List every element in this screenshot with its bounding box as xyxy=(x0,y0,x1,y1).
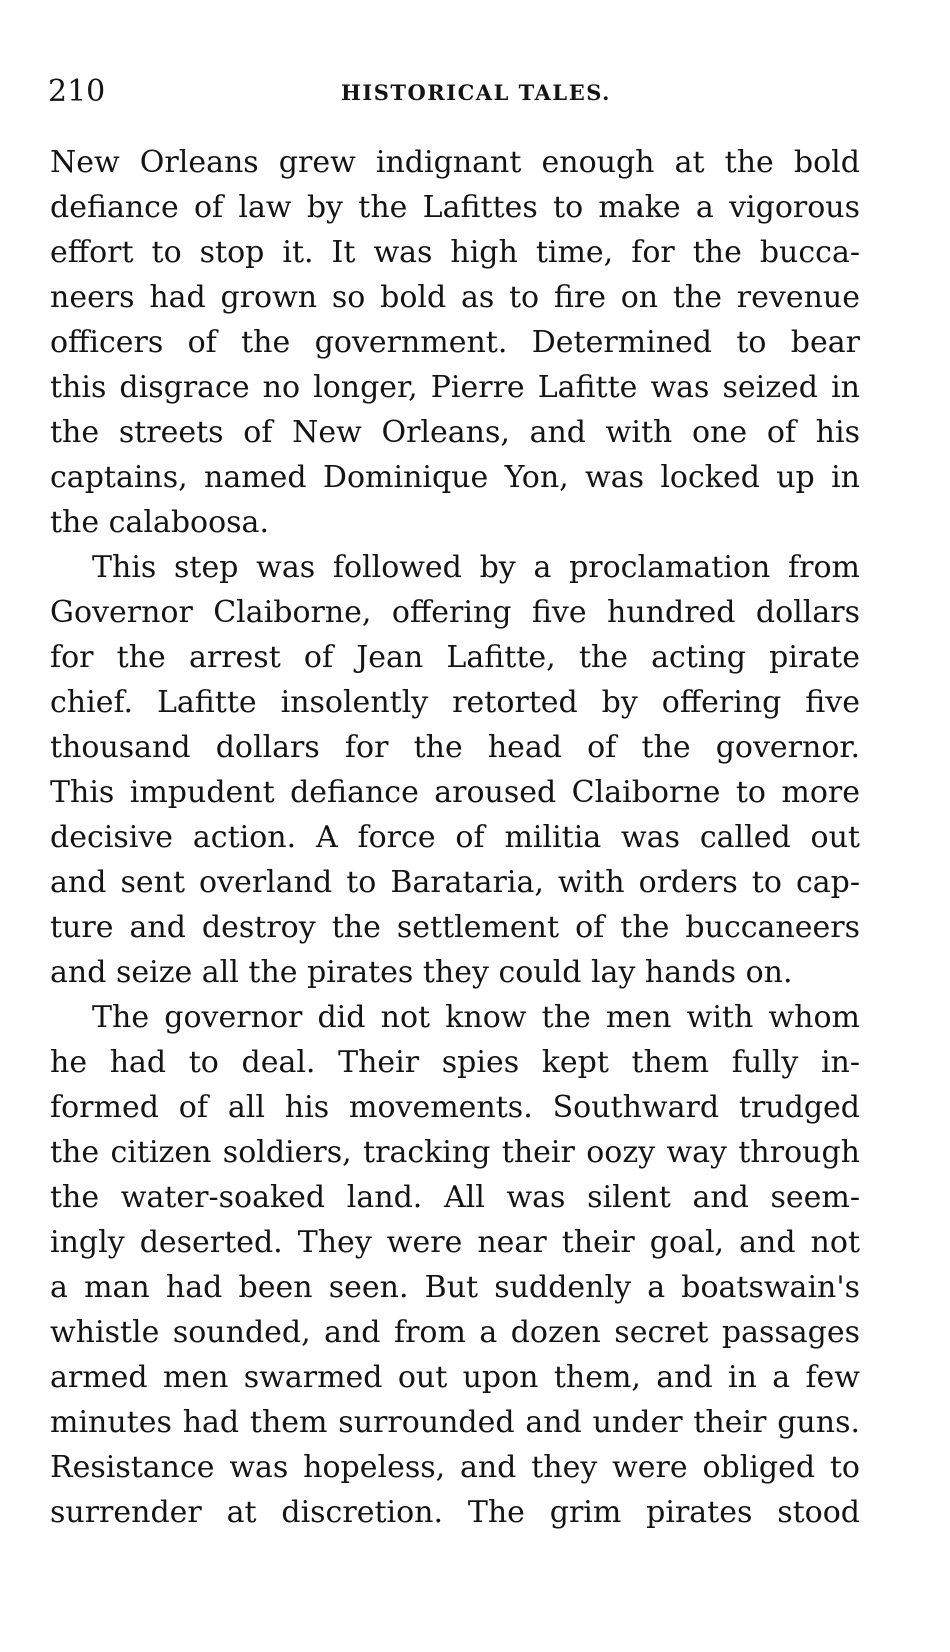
text-line: This impudent defiance aroused Claiborne to more xyxy=(50,775,860,810)
text-line: for the arrest of Jean Lafitte, the acting pirate xyxy=(50,640,860,675)
text-line: this disgrace no longer, Pierre Lafitte was seized in xyxy=(50,370,860,405)
text-line: the water-soaked land. All was silent and seem- xyxy=(50,1180,860,1215)
text-line: This step was followed by a proclamation from xyxy=(92,550,860,585)
text-line: whistle sounded, and from a dozen secret passages xyxy=(50,1315,860,1350)
text-line: New Orleans grew indignant enough at the bold xyxy=(50,145,860,180)
text-line: a man had been seen. But suddenly a boatswain's xyxy=(50,1270,860,1305)
text-line: decisive action. A force of militia was called out xyxy=(50,820,860,855)
text-line: effort to stop it. It was high time, for the bucca- xyxy=(50,235,860,270)
text-line: the streets of New Orleans, and with one of his xyxy=(50,415,860,450)
running-header xyxy=(48,72,904,112)
text-line: minutes had them surrounded and under their guns. xyxy=(50,1405,860,1440)
text-line: neers had grown so bold as to fire on the revenue xyxy=(50,280,860,315)
text-line: the calaboosa. xyxy=(50,505,269,540)
text-line: ingly deserted. They were near their goal, and not xyxy=(50,1225,860,1260)
text-line: officers of the government. Determined to bear xyxy=(50,325,860,360)
text-line: armed men swarmed out upon them, and in a few xyxy=(50,1360,860,1395)
text-line: ture and destroy the settlement of the buccaneers xyxy=(50,910,860,945)
text-line: chief. Lafitte insolently retorted by offering five xyxy=(50,685,860,720)
text-line: he had to deal. Their spies kept them fully in- xyxy=(50,1045,860,1080)
text-line: and seize all the pirates they could lay hands on. xyxy=(50,955,793,990)
text-line: defiance of law by the Lafittes to make a vigorous xyxy=(50,190,860,225)
text-line: the citizen soldiers, tracking their oozy way through xyxy=(50,1135,860,1170)
text-line: thousand dollars for the head of the governor. xyxy=(50,730,860,765)
text-line: and sent overland to Barataria, with orders to cap- xyxy=(50,865,860,900)
text-line: captains, named Dominique Yon, was locked up in xyxy=(50,460,860,495)
text-line: surrender at discretion. The grim pirates stood xyxy=(50,1495,860,1530)
body-text xyxy=(50,140,860,1535)
text-line: Resistance was hopeless, and they were obliged to xyxy=(50,1450,860,1485)
text-line: formed of all his movements. Southward trudged xyxy=(50,1090,860,1125)
text-line: Governor Claiborne, offering five hundred dollars xyxy=(50,595,860,630)
page-number: 210 xyxy=(48,74,106,109)
running-title: HISTORICAL TALES. xyxy=(341,80,611,105)
text-line: The governor did not know the men with whom xyxy=(92,1000,860,1035)
